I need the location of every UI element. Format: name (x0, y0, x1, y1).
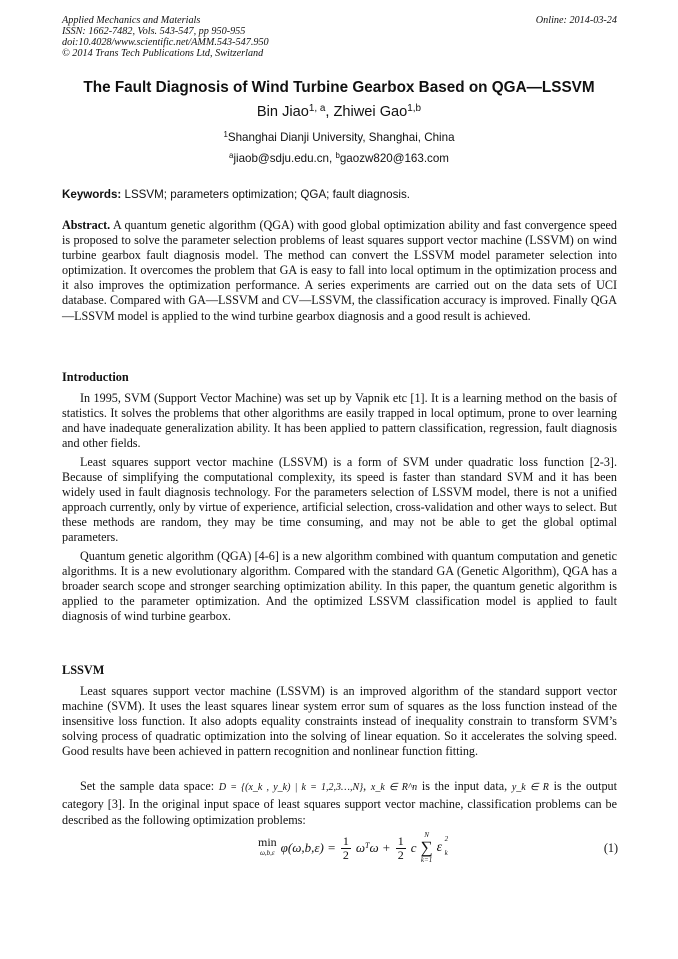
eq-frac-1 (341, 835, 351, 862)
eq-epsilon-term (436, 835, 449, 857)
keywords-label: Keywords: (62, 188, 122, 201)
copyright: © 2014 Trans Tech Publications Ltd, Switzerland (62, 48, 264, 59)
abstract (62, 218, 617, 324)
lssvm-p2-text-c: is the input data, (417, 779, 512, 793)
eq-frac-2-num: 1 (397, 833, 404, 848)
eq-epsilon: ε (436, 840, 443, 855)
eq-omega-term (356, 840, 391, 855)
email-b[interactable]: gaozw820@163.com (339, 152, 449, 165)
lssvm-p2-text-b: , (363, 779, 371, 793)
eq-sum-symbol: ∑ (420, 838, 433, 857)
eq-frac-2 (396, 835, 406, 862)
email-b-sup: b (335, 150, 340, 160)
eq-plus: ω + (369, 840, 391, 855)
eq-min: min (258, 835, 277, 849)
eq-frac-1-num: 1 (342, 833, 349, 848)
lssvm-paragraph-2 (62, 778, 617, 828)
equation-number: (1) (603, 841, 618, 855)
lssvm-p2-text-a: Set the sample data space: (80, 779, 219, 793)
email-a-sup: a (229, 150, 234, 160)
email-separator: , (329, 152, 336, 165)
author-emails (40, 152, 638, 165)
intro-paragraph-3: Quantum genetic algorithm (QGA) [4-6] is a new algorithm combined with quantum computation and genetic algorithms. It is a new evolutionary algorithm. Compared with the standard GA (Genetic Algorithm), QGA has a broader search scope and stronger searching optimization ability. In this paper, the quantum genetic algorithm is applied to the parameter optimization. And the optimized LSSVM classification model is applied to fault diagnosis of wind turbine gearbox. (62, 549, 617, 624)
eq-transpose: T (365, 840, 370, 850)
email-a[interactable]: jiaob@sdju.edu.cn (233, 152, 330, 165)
equation-1 (258, 831, 618, 867)
authors (40, 104, 638, 120)
author-1: Bin Jiao (256, 104, 309, 120)
eq-c: c (410, 840, 417, 855)
eq-omega: ω (355, 840, 366, 855)
keywords-text: LSSVM; parameters optimization; QGA; fault diagnosis. (121, 188, 410, 201)
eq-min-sub: ω,b,ε (259, 849, 275, 857)
author-1-affil: 1, a (308, 102, 326, 114)
author-2-affil: 1,b (407, 102, 422, 114)
abstract-text: A quantum genetic algorithm (QGA) with good global optimization ability and fast convergence speed is proposed to solve the parameter selection problems of least squares support vector machine (LSSVM) on wind turbine gearbox fault diagnosis model. The method can convert the LSSVM model parameter selection into optimization. It overcomes the problem that GA is easy to fall into local optimum in the optimization process and it also improves the optimization performance. A series experiments are carried out on the data sets of UCI database. Compared with GA—LSSVM and CV—LSSVM, the classification accuracy is improved. Finally QGA—LSSVM model is applied to the wind turbine gearbox diagnosis and a good result is achieved. (62, 218, 617, 323)
author-2: Zhiwei Gao (333, 104, 408, 120)
input-data-formula: x_k ∈ R^n (370, 782, 418, 793)
intro-paragraph-2: Least squares support vector machine (LSSVM) is a form of SVM under quadratic loss function [2-3]. Because of simplifying the computational complexity, its speed is faster than standard SVM and it has been widely used in fault diagnosis technology. For the parameters selection of LSSVM model, there is not a unified approach currently, only by virtue of experience, artificial selection, cross-validation and other ways to select. But these methods are random, they may be time consuming, and may not be able to get the global optimal parameters. (62, 455, 617, 545)
online-date: Online: 2014-03-24 (535, 15, 617, 26)
keywords (62, 188, 617, 201)
issn: ISSN: 1662-7482, Vols. 543-547, pp 950-955 (62, 26, 246, 37)
output-formula: y_k ∈ R (511, 782, 549, 793)
paper-title: The Fault Diagnosis of Wind Turbine Gearbox Based on QGA—LSSVM (83, 79, 595, 96)
affiliation (40, 131, 638, 144)
sample-space-formula: D = {(x_k , y_k) | k = 1,2,3…,N} (218, 782, 364, 793)
eq-sum-top: N (424, 831, 429, 839)
lssvm-p2-text-d: is the output category [3]. In the original input space of least squares support vector machine, classification problems can be described as the following optimization problems: (62, 779, 617, 827)
affiliation-text: Shanghai Dianji University, Shanghai, China (227, 131, 455, 144)
lssvm-paragraph-1: Least squares support vector machine (LSSVM) is an improved algorithm of the standard support vector machine (SVM). It uses the least squares linear system error sum of squares as the loss function instead of the insensitive loss function. It also adopts equality constraints instead of inequality constrain to transform SVM’s solving process of quadratic optimization into the solving of linear equation. So it accelerates the solving speed. Good results have been achieved in pattern recognition and nonlinear function fitting. (62, 684, 617, 759)
section-heading-introduction: Introduction (62, 370, 129, 384)
eq-frac-2-den: 2 (397, 847, 404, 862)
eq-min-block (258, 837, 277, 859)
journal-name: Applied Mechanics and Materials (62, 15, 201, 26)
eq-epsilon-sup: 2 (444, 835, 449, 843)
eq-epsilon-sub: k (444, 849, 448, 857)
eq-sum-bottom: k=1 (420, 856, 433, 864)
eq-frac-1-den: 2 (342, 847, 349, 862)
affiliation-sup: 1 (223, 129, 228, 139)
section-heading-lssvm: LSSVM (62, 663, 105, 677)
journal-header (62, 15, 617, 59)
eq-lhs: φ(ω,b,ε) = (280, 840, 336, 855)
doi: doi:10.4028/www.scientific.net/AMM.543-547.950 (62, 37, 269, 48)
intro-paragraph-1: In 1995, SVM (Support Vector Machine) was set up by Vapnik etc [1]. It is a learning method on the basis of statistics. It solves the problems that other algorithms are easily trapped in local optimum, prone to over learning and have inadequate generalization ability. It has been applied to pattern classification, regression, fault diagnosis and other fields. (62, 391, 617, 451)
author-separator: , (325, 104, 334, 120)
abstract-label: Abstract. (62, 218, 111, 232)
eq-sum-block (420, 831, 432, 865)
